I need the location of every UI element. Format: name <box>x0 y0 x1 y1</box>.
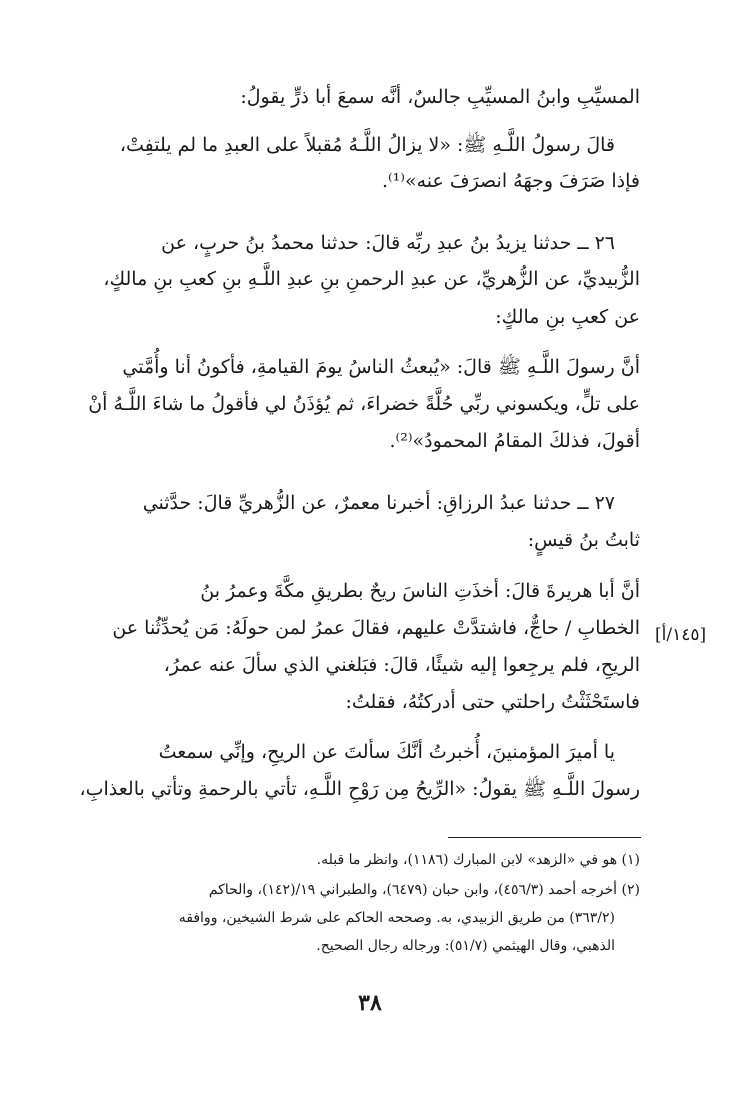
isnad-line: عن كعبِ بنِ مالكٍ: <box>495 306 640 328</box>
footnote: (١) هو في «الزهد» لابن المبارك (١١٨٦)، وانظر ما قبله. <box>316 852 640 868</box>
manuscript-folio-marker: [١٤٥/أ] <box>655 625 707 645</box>
page-number: ٣٨ <box>358 990 382 1016</box>
hadith-line: قالَ رسولُ اللَّـهِ ﷺ: «لا يزالُ اللَّـهُ مُقبلاً على العبدِ ما لم يلتفِتْ، <box>119 134 615 156</box>
footnote: الذهبي، وقال الهيثمي (٥١/٧): ورجاله رجال الصحيح. <box>316 938 615 954</box>
hadith-line: يا أميرَ المؤمنينَ، أُخبرتُ أنَّكَ سألتَ عن الريحِ، وإنِّي سمعتُ <box>158 741 615 763</box>
footnote: (٢) أخرجه أحمد (٤٥٦/٣)، وابن حبان (٦٤٧٩)، والطبراني ١٩/(١٤٢)، والحاكم <box>208 882 640 898</box>
isnad-line: ٢٦ ــ حدثنا يزيدُ بنُ عبدِ ربِّه قالَ: حدثنا محمدُ بنُ حربٍ، عن <box>161 232 615 254</box>
hadith-line: فإذا صَرَفَ وجهَهُ انصرَفَ عنه»⁽¹⁾. <box>381 170 640 192</box>
footnote-divider <box>448 837 641 838</box>
hadith-line: أقولَ، فذلكَ المقامُ المحمودُ»⁽²⁾. <box>389 430 640 452</box>
isnad-line: ثابتُ بنُ قيسٍ: <box>527 529 640 551</box>
isnad-line: الزُّبيديِّ، عن الزُّهريِّ، عن عبدِ الرحمنِ بنِ عبدِ اللَّـهِ بنِ كعبِ بنِ مالكٍ، <box>103 268 640 290</box>
hadith-line: رسولَ اللَّـهِ ﷺ يقولُ: «الرِّيحُ مِن رَوْحِ اللَّـهِ، تأتي بالرحمةِ وتأتي بالعذابِ، <box>79 778 640 800</box>
isnad-line: ٢٧ ــ حدثنا عبدُ الرزاقِ: أخبرنا معمرٌ، عن الزُّهريِّ قالَ: حدَّثني <box>142 492 615 514</box>
hadith-line: فاستَحْثَثْتُ راحلتي حتى أدركتُهُ، فقلتُ: <box>345 691 640 713</box>
footnote: (٣٦٣/٢) من طريق الزبيدي، به. وصححه الحاكم على شرط الشيخين، ووافقه <box>178 910 615 926</box>
hadith-line: على تلٍّ، ويكسوني ربِّي حُلَّةً خضراءَ، ثم يُؤذَنُ لي فأقولُ ما شاءَ اللَّـهُ أنْ <box>88 393 640 415</box>
hadith-line: أنَّ أبا هريرةَ قالَ: أخذَتِ الناسَ ريحٌ بطريقِ مكَّةَ وعمرُ بنُ <box>200 580 640 602</box>
text-line: المسيِّبِ وابنُ المسيِّبِ جالسٌ، أنَّه سمعَ أبا ذرٍّ يقولُ: <box>240 86 640 108</box>
hadith-line: الريحِ، فلم يرجِعوا إليه شيئًا، قالَ: فبَلغني الذي سألَ عنه عمرُ، <box>163 654 640 676</box>
hadith-line: أنَّ رسولَ اللَّـهِ ﷺ قالَ: «يُبعثُ الناسُ يومَ القيامةِ، فأكونُ أنا وأُمَّتي <box>122 356 640 378</box>
hadith-line: الخطابِ / حاجٌّ، فاشتدَّتْ عليهم، فقالَ عمرُ لمن حولَهُ: مَن يُحدِّثُنا عن <box>112 617 640 639</box>
